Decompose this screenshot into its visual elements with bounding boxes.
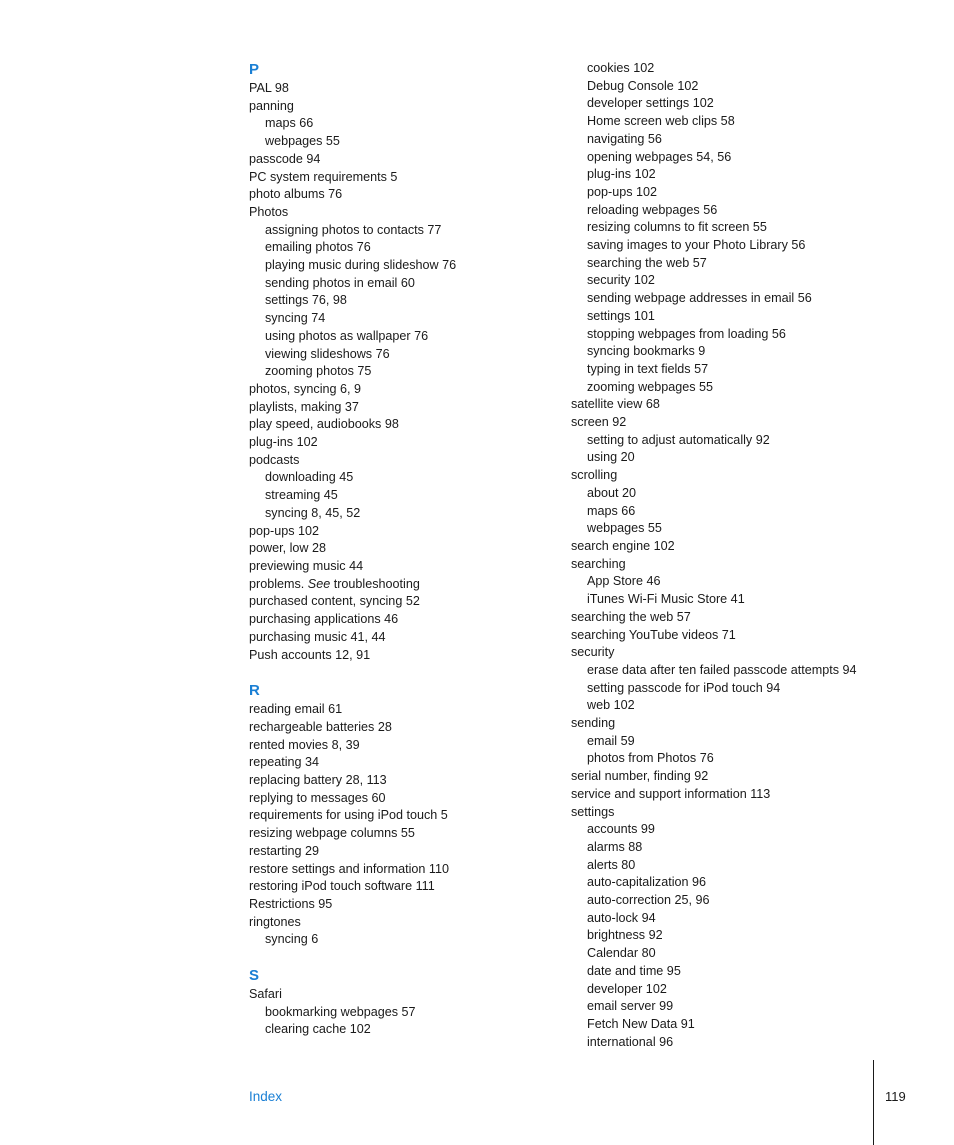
see-reference: See	[307, 576, 331, 591]
index-subentry: streaming 45	[265, 488, 338, 503]
index-entry: rented movies 8, 39	[249, 737, 360, 752]
index-entry: searching	[571, 556, 626, 571]
index-subentry: Fetch New Data 91	[587, 1016, 695, 1031]
index-subentry: developer settings 102	[587, 96, 714, 111]
index-subentry: pop-ups 102	[587, 184, 658, 199]
index-subentry: using photos as wallpaper 76	[265, 328, 429, 343]
index-entry: settings	[571, 804, 615, 819]
index-subentry: syncing bookmarks 9	[587, 344, 706, 359]
index-entry: panning	[249, 98, 294, 113]
index-subentry: webpages 55	[587, 521, 662, 536]
index-subentry: date and time 95	[587, 963, 681, 978]
index-entry: PC system requirements 5	[249, 169, 398, 184]
index-entry: Photos	[249, 204, 289, 219]
index-entry: resizing webpage columns 55	[249, 826, 415, 841]
index-subentry: Debug Console 102	[587, 78, 699, 93]
index-entry: photos, syncing 6, 9	[249, 381, 362, 396]
index-subentry: using 20	[587, 450, 635, 465]
index-subentry: iTunes Wi-Fi Music Store 41	[587, 592, 745, 607]
index-subentry: web 102	[587, 698, 635, 713]
index-entry: previewing music 44	[249, 558, 364, 573]
index-subentry: brightness 92	[587, 928, 663, 943]
index-subentry: resizing columns to fit screen 55	[587, 220, 767, 235]
index-entry: reading email 61	[249, 702, 343, 717]
index-entry: passcode 94	[249, 151, 321, 166]
index-subentry: email 59	[587, 733, 635, 748]
index-subentry: downloading 45	[265, 470, 354, 485]
index-entry: purchasing music 41, 44	[249, 629, 386, 644]
index-subentry: reloading webpages 56	[587, 202, 718, 217]
index-subentry: alerts 80	[587, 857, 636, 872]
index-subentry: security 102	[587, 273, 655, 288]
index-subentry: App Store 46	[587, 574, 661, 589]
index-entry: PAL 98	[249, 81, 289, 95]
index-subentry: bookmarking webpages 57	[265, 1004, 416, 1019]
index-subentry: plug-ins 102	[587, 167, 656, 182]
index-entry: replacing battery 28, 113	[249, 773, 387, 788]
index-subentry: syncing 6	[265, 932, 319, 947]
index-subentry: opening webpages 54, 56	[587, 149, 732, 164]
index-subentry: alarms 88	[587, 839, 643, 854]
index-entry: scrolling	[571, 468, 618, 483]
index-subentry: sending webpage addresses in email 56	[587, 291, 812, 306]
index-subentry: syncing 74	[265, 311, 326, 326]
index-entry: photo albums 76	[249, 187, 343, 202]
index-subentry: zooming photos 75	[265, 364, 372, 379]
index-entry: play speed, audiobooks 98	[249, 417, 399, 432]
index-subentry: setting passcode for iPod touch 94	[587, 680, 781, 695]
index-subentry: erase data after ten failed passcode attempts 94	[587, 662, 857, 677]
index-entry: repeating 34	[249, 755, 320, 770]
index-letter-heading: S	[249, 967, 260, 985]
index-column-left	[249, 60, 549, 1039]
index-column-right	[571, 60, 901, 1051]
index-entry	[249, 576, 549, 594]
index-subentry: syncing 8, 45, 52	[265, 505, 361, 520]
index-entry: playlists, making 37	[249, 399, 359, 414]
index-entry: restarting 29	[249, 843, 320, 858]
index-subentry: Home screen web clips 58	[587, 114, 735, 129]
index-entry: plug-ins 102	[249, 435, 318, 450]
index-entry: podcasts	[249, 452, 300, 467]
index-entry: rechargeable batteries 28	[249, 719, 392, 734]
index-entry: searching the web 57	[571, 609, 691, 624]
index-subentry: maps 66	[587, 503, 636, 518]
index-entry: service and support information 113	[571, 786, 771, 801]
index-subentry: maps 66	[265, 116, 314, 131]
index-subentry: setting to adjust automatically 92	[587, 432, 770, 447]
index-entry: sending	[571, 716, 616, 731]
index-subentry: navigating 56	[587, 131, 662, 146]
index-entry: screen 92	[571, 415, 627, 430]
index-entry: ringtones	[249, 914, 301, 929]
see-reference-target: troubleshooting	[330, 576, 420, 591]
index-subentry: viewing slideshows 76	[265, 346, 390, 361]
index-entry: requirements for using iPod touch 5	[249, 808, 448, 823]
index-entry-term: problems.	[249, 576, 308, 591]
index-entry: security	[571, 645, 615, 660]
index-entry: purchased content, syncing 52	[249, 594, 420, 609]
index-subentry: clearing cache 102	[265, 1022, 371, 1037]
index-subentry: accounts 99	[587, 822, 655, 837]
index-subentry: stopping webpages from loading 56	[587, 326, 786, 341]
index-entry: restoring iPod touch software 111	[249, 879, 435, 894]
index-subentry: playing music during slideshow 76	[265, 258, 457, 273]
index-entry: Restrictions 95	[249, 896, 333, 911]
index-entry: search engine 102	[571, 538, 675, 553]
index-entry: power, low 28	[249, 541, 327, 556]
index-subentry: typing in text fields 57	[587, 361, 709, 376]
index-subentry: settings 76, 98	[265, 293, 347, 308]
index-entry: pop-ups 102	[249, 523, 320, 538]
index-subentry: email server 99	[587, 999, 674, 1014]
index-subentry: assigning photos to contacts 77	[265, 222, 442, 237]
index-entry: satellite view 68	[571, 397, 660, 412]
index-subentry: Calendar 80	[587, 946, 656, 961]
footer-section-label: Index	[249, 1089, 283, 1104]
index-entry: Push accounts 12, 91	[249, 647, 371, 662]
index-subentry: auto-lock 94	[587, 910, 656, 925]
index-subentry: zooming webpages 55	[587, 379, 714, 394]
index-subentry: webpages 55	[265, 134, 340, 149]
index-entry: restore settings and information 110	[249, 861, 449, 876]
index-subentry: about 20	[587, 485, 637, 500]
index-subentry: sending photos in email 60	[265, 275, 415, 290]
index-entry: searching YouTube videos 71	[571, 627, 736, 642]
index-subentry: cookies 102	[587, 61, 655, 75]
page-number: 119	[885, 1089, 906, 1104]
index-letter-heading: R	[249, 682, 260, 700]
index-subentry: auto-capitalization 96	[587, 875, 707, 890]
index-subentry: saving images to your Photo Library 56	[587, 238, 806, 253]
index-subentry: settings 101	[587, 308, 655, 323]
index-subentry: developer 102	[587, 981, 667, 996]
index-letter-heading: P	[249, 61, 260, 78]
index-subentry: photos from Photos 76	[587, 751, 714, 766]
index-subentry: emailing photos 76	[265, 240, 371, 255]
index-subentry: international 96	[587, 1034, 674, 1049]
index-entry: purchasing applications 46	[249, 612, 399, 627]
index-subentry: searching the web 57	[587, 255, 707, 270]
index-entry: serial number, finding 92	[571, 769, 709, 784]
page-number-rule	[873, 1060, 874, 1145]
index-subentry: auto-correction 25, 96	[587, 893, 710, 908]
index-entry: Safari	[249, 987, 282, 1002]
index-entry: replying to messages 60	[249, 790, 386, 805]
